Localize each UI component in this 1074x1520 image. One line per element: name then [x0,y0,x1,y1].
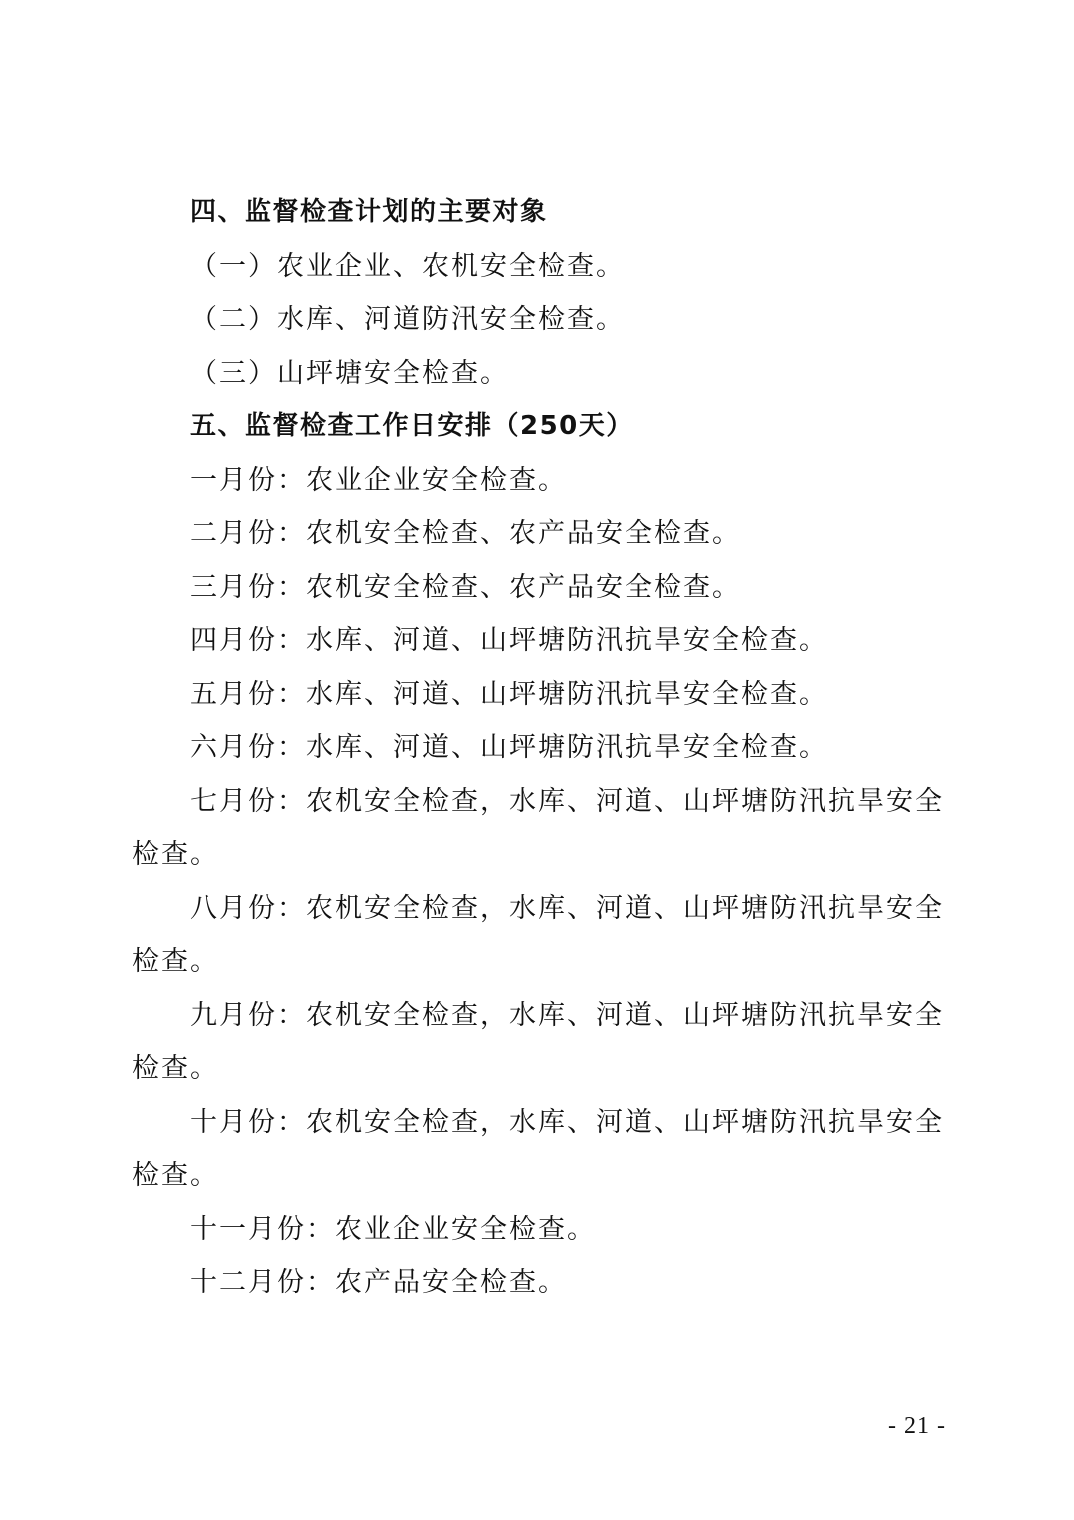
month-november: 十一月份：农业企业安全检查。 [190,1213,596,1245]
section-4-heading: 四、监督检查计划的主要对象 [190,197,548,227]
month-october: 十月份：农机安全检查，水库、河道、山坪塘防汛抗旱安全检查。 [132,1106,944,1191]
month-february: 二月份：农机安全检查、农产品安全检查。 [190,518,741,549]
month-december: 十二月份：农产品安全检查。 [190,1267,567,1298]
section-5-heading: 五、监督检查工作日安排（250天） [190,411,634,441]
page-content [132,186,944,1310]
section-4-item-3: （三）山坪塘安全检查。 [190,357,509,389]
month-june: 六月份：水库、河道、山坪塘防汛抗旱安全检查。 [190,732,828,763]
month-september: 九月份：农机安全检查，水库、河道、山坪塘防汛抗旱安全检查。 [132,999,944,1084]
month-april: 四月份：水库、河道、山坪塘防汛抗旱安全检查。 [190,625,828,656]
month-august: 八月份：农机安全检查，水库、河道、山坪塘防汛抗旱安全检查。 [132,892,944,977]
month-january: 一月份：农业企业安全检查。 [190,464,567,496]
section-4-item-2: （二）水库、河道防汛安全检查。 [190,304,625,335]
section-4-item-1: （一）农业企业、农机安全检查。 [190,250,625,282]
month-march: 三月份：农机安全检查、农产品安全检查。 [190,571,741,603]
month-may: 五月份：水库、河道、山坪塘防汛抗旱安全检查。 [190,678,828,710]
page-number: - 21 - [888,1413,946,1439]
month-july: 七月份：农机安全检查，水库、河道、山坪塘防汛抗旱安全检查。 [132,785,944,870]
